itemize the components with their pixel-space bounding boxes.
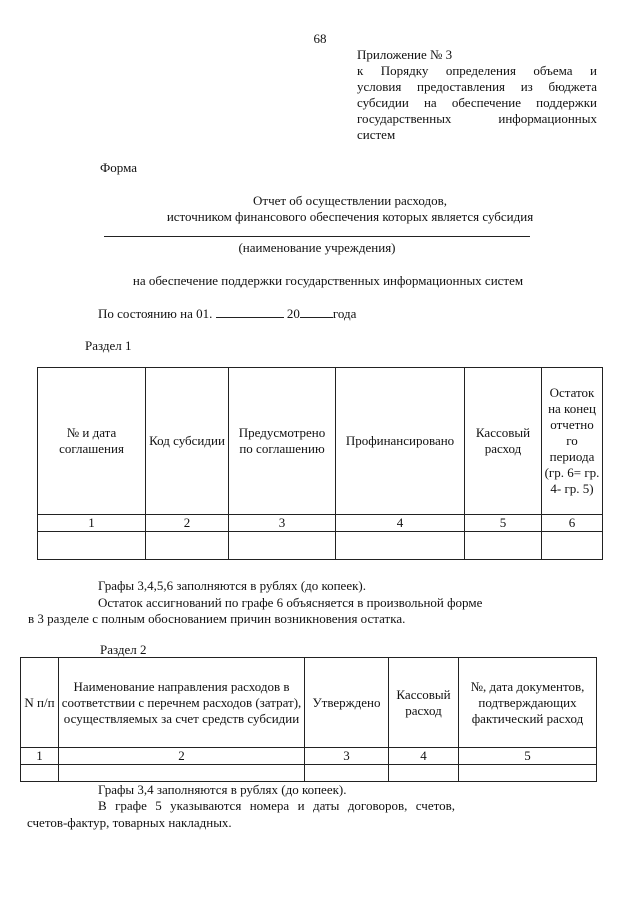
appendix-line: Приложение № 3 bbox=[357, 47, 453, 62]
section2-title: Раздел 2 bbox=[100, 642, 147, 657]
empty-cell bbox=[59, 765, 305, 782]
header-cell: Профинансировано bbox=[336, 368, 465, 515]
date-blank bbox=[216, 305, 284, 318]
form-label: Форма bbox=[100, 160, 137, 175]
header-cell: №, дата документов, подтверждающих фактический расход bbox=[459, 658, 597, 748]
empty-cell bbox=[21, 765, 59, 782]
empty-cell bbox=[38, 532, 146, 560]
empty-cell bbox=[146, 532, 229, 560]
empty-cell bbox=[459, 765, 597, 782]
appendix-line: к Порядку определения объема и bbox=[357, 63, 597, 78]
report-title-line1: Отчет об осуществлении расходов, bbox=[253, 193, 447, 208]
table-number-row bbox=[21, 748, 597, 765]
note-line: Графы 3,4,5,6 заполняются в рублях (до копеек). bbox=[98, 578, 366, 593]
table-number-row bbox=[38, 515, 603, 532]
note-line: в 3 разделе с полным обоснованием причин возникновения остатка. bbox=[28, 611, 406, 626]
header-cell: Наименование направления расходов в соответствии с перечнем расходов (затрат), осуществляемых за счет средств субсидии bbox=[59, 658, 305, 748]
appendix-line: условия предоставления из бюджета bbox=[357, 79, 597, 94]
appendix-line: субсидии на обеспечение поддержки bbox=[357, 95, 597, 110]
note-line: В графе 5 указываются номера и даты договоров, счетов, bbox=[98, 798, 455, 813]
empty-cell bbox=[305, 765, 389, 782]
report-title-line2: источником финансового обеспечения которых является субсидия bbox=[166, 209, 534, 224]
note-line: счетов-фактур, товарных накладных. bbox=[27, 815, 232, 830]
note-line: Остаток ассигнований по графе 6 объясняется в произвольной форме bbox=[98, 595, 483, 610]
empty-cell bbox=[465, 532, 542, 560]
header-cell: Кассовый расход bbox=[465, 368, 542, 515]
header-cell: Предусмотрено по соглашению bbox=[229, 368, 336, 515]
table-header-row bbox=[38, 368, 603, 515]
column-number: 1 bbox=[21, 748, 59, 765]
header-cell: N п/п bbox=[21, 658, 59, 748]
appendix-line: систем bbox=[357, 127, 396, 142]
page-number: 68 bbox=[313, 31, 327, 46]
section2-table bbox=[20, 657, 597, 782]
as-of-prefix: По состоянию на 01. bbox=[98, 306, 213, 321]
column-number: 3 bbox=[305, 748, 389, 765]
header-cell: Код субсидии bbox=[146, 368, 229, 515]
year-prefix: 20 bbox=[286, 306, 300, 321]
table-header-row bbox=[21, 658, 597, 748]
table-row bbox=[38, 532, 603, 560]
note-line: Графы 3,4 заполняются в рублях (до копеек). bbox=[98, 782, 347, 797]
as-of-date-line bbox=[98, 305, 356, 322]
empty-cell bbox=[389, 765, 459, 782]
appendix-note bbox=[357, 47, 597, 143]
column-number: 3 bbox=[229, 515, 336, 532]
header-cell: Остаток на конец отчетно го периода (гр. 6= гр. 4- гр. 5) bbox=[542, 368, 603, 515]
empty-cell bbox=[542, 532, 603, 560]
section1-table bbox=[37, 367, 603, 560]
empty-cell bbox=[336, 532, 465, 560]
institution-caption: (наименование учреждения) bbox=[238, 240, 396, 255]
empty-cell bbox=[229, 532, 336, 560]
column-number: 4 bbox=[336, 515, 465, 532]
column-number: 6 bbox=[542, 515, 603, 532]
header-cell: Утверждено bbox=[305, 658, 389, 748]
column-number: 4 bbox=[389, 748, 459, 765]
column-number: 5 bbox=[459, 748, 597, 765]
column-number: 1 bbox=[38, 515, 146, 532]
section1-title: Раздел 1 bbox=[85, 338, 132, 353]
institution-blank-line bbox=[104, 236, 530, 237]
as-of-suffix: года bbox=[332, 306, 357, 321]
column-number: 2 bbox=[146, 515, 229, 532]
purpose-line: на обеспечение поддержки государственных информационных систем bbox=[132, 273, 524, 288]
column-number: 5 bbox=[465, 515, 542, 532]
header-cell: Кассовый расход bbox=[389, 658, 459, 748]
table-row bbox=[21, 765, 597, 782]
year-blank bbox=[300, 305, 333, 318]
column-number: 2 bbox=[59, 748, 305, 765]
header-cell: № и дата соглашения bbox=[38, 368, 146, 515]
appendix-line: государственных информационных bbox=[357, 111, 597, 126]
